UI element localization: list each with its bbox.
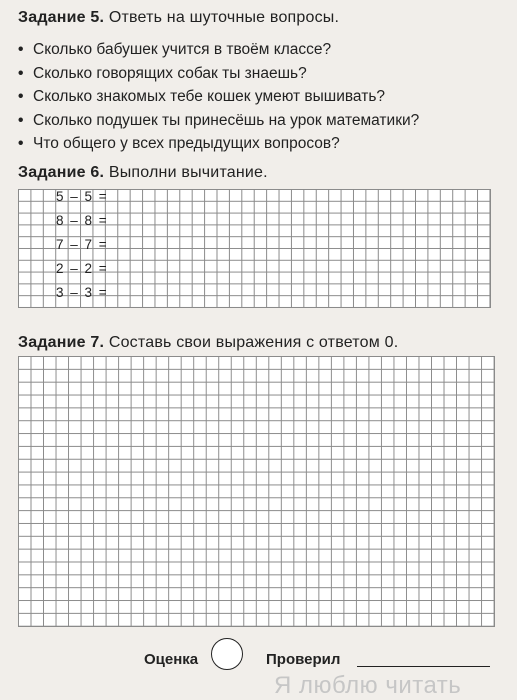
question-item: [18, 38, 419, 62]
bullet-icon: •: [18, 111, 24, 129]
subtraction-expression: 3 – 3 =: [56, 285, 109, 300]
question-text: Сколько знакомых тебе кошек умеют вышивать?: [33, 88, 386, 105]
question-text: Сколько подушек ты принесёшь на урок математики?: [33, 111, 420, 129]
question-text: Сколько говорящих собак ты знаешь?: [33, 64, 307, 82]
task6-label: Задание 6.: [18, 164, 105, 181]
subtraction-expression: 5 – 5 =: [56, 189, 109, 204]
subtraction-expression: 8 – 8 =: [56, 213, 109, 228]
task5-title: [18, 9, 339, 27]
checked-by-label: Проверил: [266, 651, 341, 668]
bullet-icon: •: [18, 88, 24, 105]
subtraction-expression: 7 – 7 =: [56, 237, 109, 252]
task7-label: Задание 7.: [18, 334, 105, 351]
question-item: [18, 109, 419, 133]
bullet-icon: •: [18, 135, 24, 152]
task6-text: Выполни вычитание.: [108, 164, 268, 181]
question-item: [18, 85, 419, 109]
grade-circle[interactable]: [211, 638, 243, 670]
bullet-icon: •: [18, 64, 24, 82]
task6-title: [18, 164, 268, 182]
task7-text: Составь свои выражения с ответом 0.: [108, 334, 399, 351]
task7-title: [18, 334, 398, 352]
task7-answer-grid[interactable]: [18, 356, 495, 627]
watermark: Я люблю читать: [274, 672, 462, 699]
signature-line[interactable]: [357, 666, 490, 667]
task5-label: Задание 5.: [18, 9, 105, 26]
task5-text: Ответь на шуточные вопросы.: [108, 9, 340, 26]
subtraction-expression: 2 – 2 =: [56, 261, 109, 276]
question-item: [18, 62, 419, 86]
question-item: [18, 132, 419, 156]
bullet-icon: •: [18, 41, 24, 58]
task5-question-list: [18, 38, 419, 156]
question-text: Что общего у всех предыдущих вопросов?: [33, 135, 340, 152]
grade-label: Оценка: [144, 651, 199, 668]
question-text: Сколько бабушек учится в твоём классе?: [33, 41, 332, 58]
